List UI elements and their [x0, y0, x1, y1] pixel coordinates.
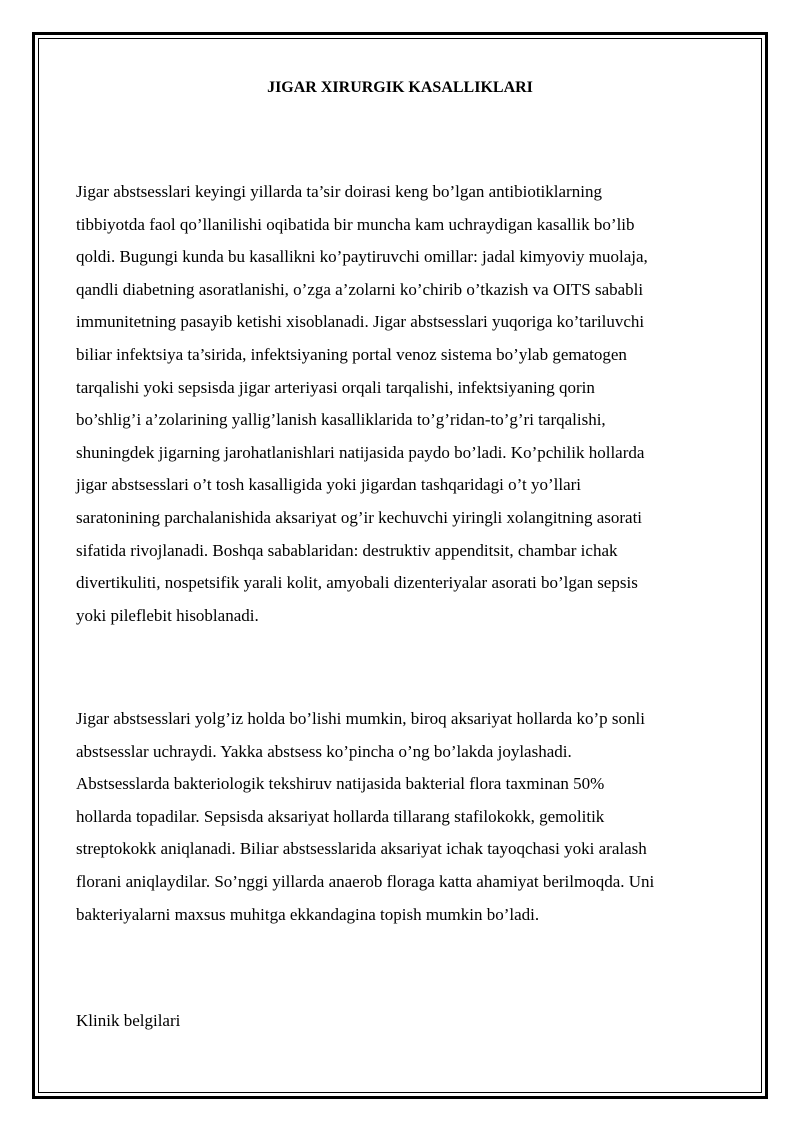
text-line: bo’shlig’i a’zolarining yallig’lanish kasalliklarida to’g’ridan-to’g’ri tarqalishi, — [76, 410, 606, 430]
paragraph-2 — [76, 703, 724, 931]
text-line: sifatida rivojlanadi. Boshqa sabablaridan: destruktiv appenditsit, chambar ichak — [76, 540, 618, 560]
paragraph-1 — [76, 176, 724, 632]
text-line: Abstsesslarda bakteriologik tekshiruv natijasida bakterial flora taxminan 50% — [76, 774, 605, 794]
text-line: bakteriyalarni maxsus muhitga ekkandagina topish mumkin bo’ladi. — [76, 904, 540, 924]
text-line: biliar infektsiya ta’sirida, infektsiyaning portal venoz sistema bo’ylab gematogen — [76, 344, 627, 364]
text-line: qandli diabetning asoratlanishi, o’zga a’zolarni ko’chirib o’tkazish va OITS sababli — [76, 279, 644, 299]
text-line: Jigar abstsesslari yolg’iz holda bo’lishi mumkin, biroq aksariyat hollarda ko’p sonli — [76, 709, 645, 728]
document-title: JIGAR XIRURGIK KASALLIKLARI — [267, 79, 533, 96]
section-subheading: Klinik belgilari — [76, 1011, 181, 1030]
text-line: abstsesslar uchraydi. Yakka abstsess ko’pincha o’ng bo’lakda joylashadi. — [76, 741, 572, 761]
text-line: immunitetning pasayib ketishi xisoblanadi. Jigar abstsesslari yuqoriga ko’tariluvchi — [76, 312, 645, 332]
text-line: jigar abstsesslari o’t tosh kasalligida yoki jigardan tashqaridagi o’t yo’llari — [76, 475, 582, 495]
text-line: yoki pileflebit hisoblanadi. — [76, 605, 259, 625]
text-line: hollarda topadilar. Sepsisda aksariyat hollarda tillarang stafilokokk, gemolitik — [76, 806, 605, 826]
text-line: tarqalishi yoki sepsisda jigar arteriyasi orqali tarqalishi, infektsiyaning qorin — [76, 377, 595, 397]
text-line: Jigar abstsesslari keyingi yillarda ta’sir doirasi keng bo’lgan antibiotiklarning — [76, 182, 602, 201]
text-line: florani aniqlaydilar. So’nggi yillarda anaerob floraga katta ahamiyat berilmoqda. Uni — [76, 871, 655, 891]
text-line: divertikuliti, nospetsifik yarali kolit, amyobali dizenteriyalar asorati bo’lgan sepsis — [76, 573, 638, 593]
text-line: qoldi. Bugungi kunda bu kasallikni ko’paytiruvchi omillar: jadal kimyoviy muolaja, — [76, 247, 648, 267]
text-line: shuningdek jigarning jarohatlanishlari natijasida paydo bo’ladi. Ko’pchilik hollarda — [76, 442, 645, 462]
text-line: streptokokk aniqlanadi. Biliar abstsesslarida aksariyat ichak tayoqchasi yoki aralash — [76, 839, 647, 859]
text-line: tibbiyotda faol qo’llanilishi oqibatida bir muncha kam uchraydigan kasallik bo’lib — [76, 214, 635, 234]
text-line: saratonining parchalanishida aksariyat og’ir kechuvchi yiringli xolangitning asorati — [76, 507, 643, 527]
